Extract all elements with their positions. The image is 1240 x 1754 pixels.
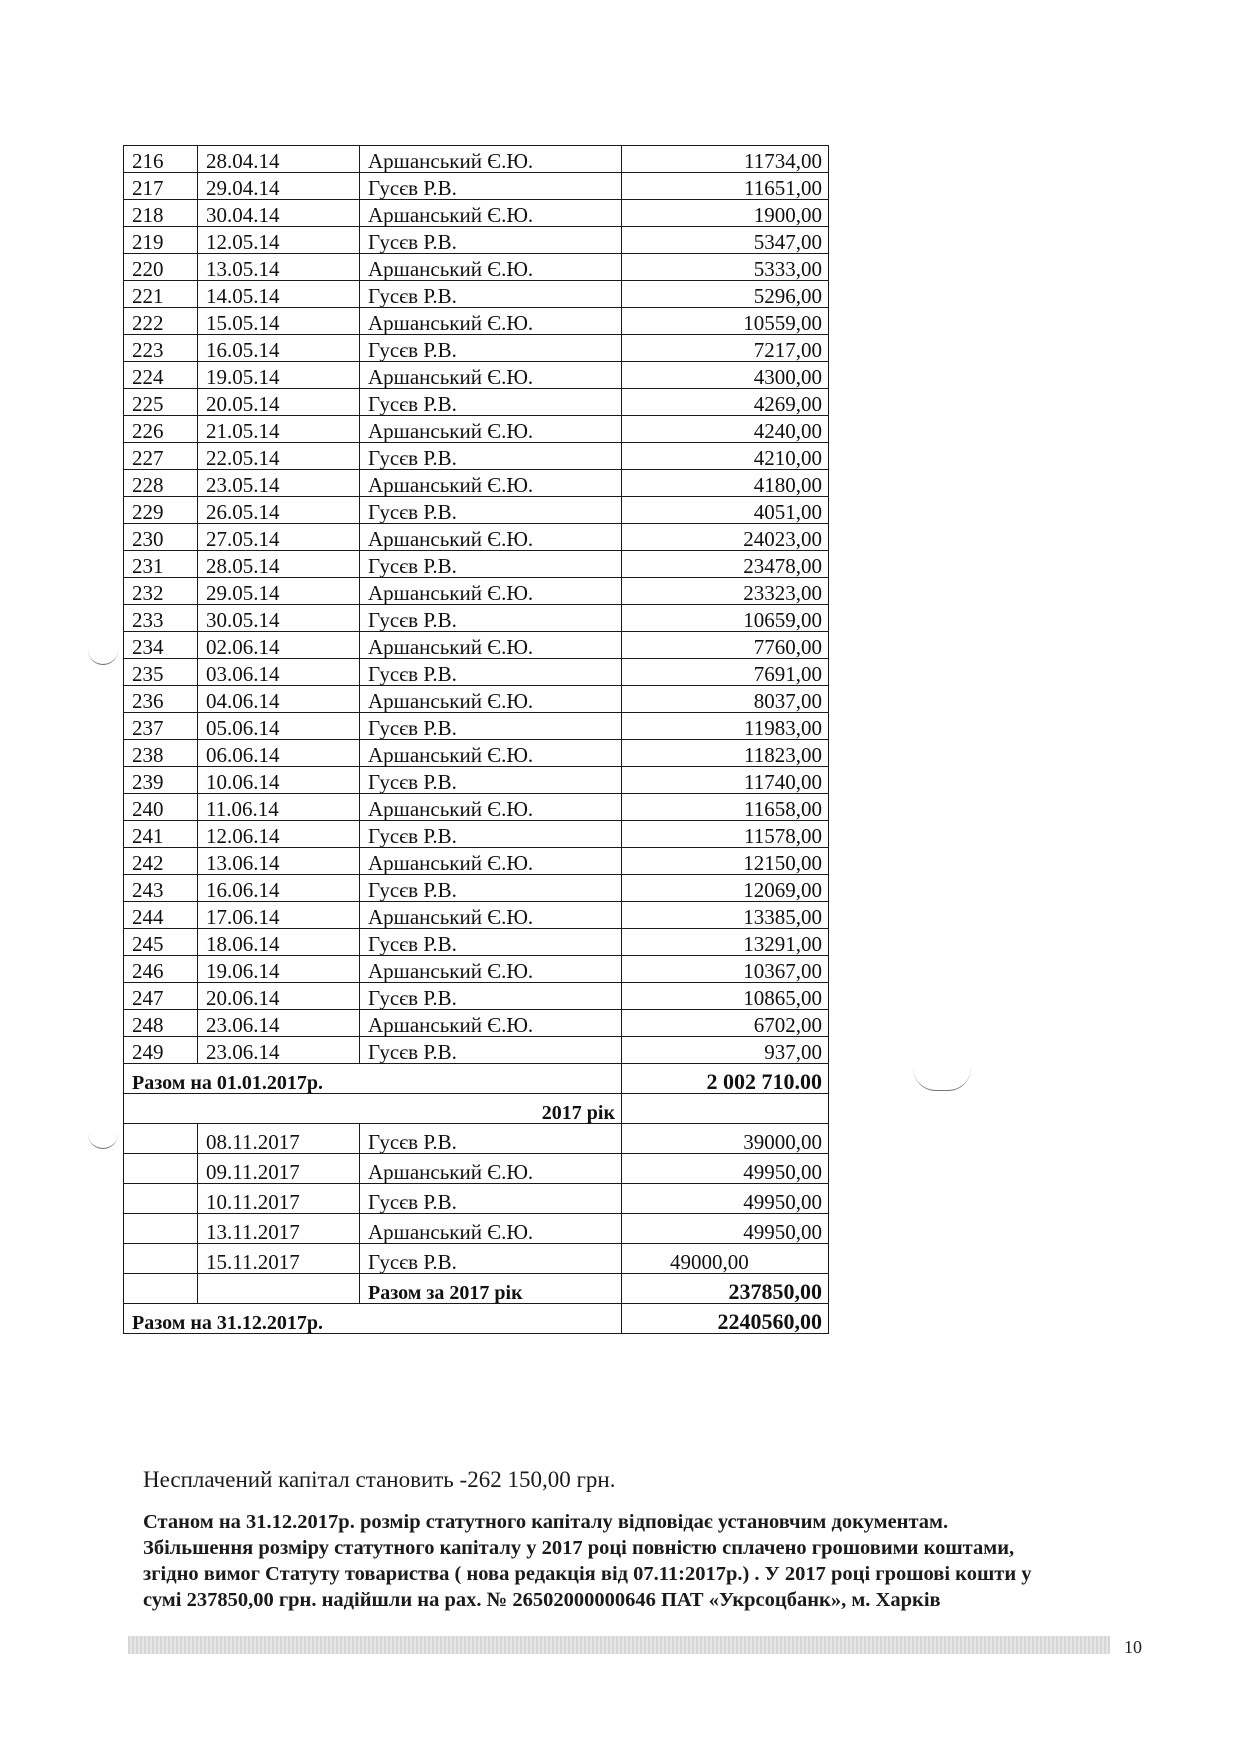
scan-artifact-mark [88,1134,118,1149]
row-date: 04.06.14 [198,686,360,713]
row-date: 20.05.14 [198,389,360,416]
empty-cell [124,1124,198,1154]
table-row [124,848,829,875]
row-name: Гусєв Р.В. [360,389,622,416]
table-row [124,578,829,605]
row-amount: 5347,00 [622,227,829,254]
empty-cell [124,1184,198,1214]
unpaid-capital-text: Несплачений капітал становить -262 150,00 грн. [143,1467,616,1492]
table-row [124,740,829,767]
row-name: Гусєв Р.В. [360,659,622,686]
row-amount: 7760,00 [622,632,829,659]
table-row [124,821,829,848]
row-amount: 5333,00 [622,254,829,281]
table-row [124,254,829,281]
row-amount: 23478,00 [622,551,829,578]
table-row [124,227,829,254]
table-row [124,1214,829,1244]
row-name: Аршанський Є.Ю. [360,146,622,173]
row-date: 30.04.14 [198,200,360,227]
row-amount: 6702,00 [622,1010,829,1037]
row-name: Гусєв Р.В. [360,929,622,956]
row-date: 22.05.14 [198,443,360,470]
grand-total-row [124,1304,829,1334]
row-name: Аршанський Є.Ю. [360,1154,622,1184]
table-row [124,1010,829,1037]
table-row [124,929,829,956]
row-number: 232 [124,578,198,605]
row-number: 228 [124,470,198,497]
totals-section [124,1274,829,1334]
capital-statement [143,1509,1153,1613]
total-2016-label: Разом на 01.01.2017р. [124,1064,622,1094]
table-row [124,632,829,659]
row-date: 29.05.14 [198,578,360,605]
row-number: 235 [124,659,198,686]
scan-artifact-mark [913,1068,971,1091]
table-row [124,551,829,578]
row-date: 13.11.2017 [198,1214,360,1244]
row-number: 240 [124,794,198,821]
row-number: 219 [124,227,198,254]
total-2016-amount: 2 002 710.00 [622,1064,829,1094]
contributions-table-body [124,146,829,1064]
row-amount: 49950,00 [622,1184,829,1214]
table-row [124,362,829,389]
row-date: 27.05.14 [198,524,360,551]
row-number: 242 [124,848,198,875]
empty-cell [124,1274,198,1304]
row-amount: 12069,00 [622,875,829,902]
row-date: 13.06.14 [198,848,360,875]
row-amount: 5296,00 [622,281,829,308]
row-amount: 8037,00 [622,686,829,713]
table-row [124,1244,829,1274]
row-date: 19.05.14 [198,362,360,389]
year-2017-empty-cell [622,1094,829,1124]
row-number: 237 [124,713,198,740]
row-amount: 1900,00 [622,200,829,227]
row-name: Аршанський Є.Ю. [360,902,622,929]
row-amount: 7691,00 [622,659,829,686]
row-name: Гусєв Р.В. [360,713,622,740]
row-name: Аршанський Є.Ю. [360,578,622,605]
row-name: Аршанський Є.Ю. [360,362,622,389]
row-date: 05.06.14 [198,713,360,740]
table-row [124,200,829,227]
table-row [124,902,829,929]
row-name: Аршанський Є.Ю. [360,1010,622,1037]
row-number: 230 [124,524,198,551]
page-number: 10 [1124,1637,1142,1657]
row-amount: 10367,00 [622,956,829,983]
row-date: 23.06.14 [198,1037,360,1064]
row-number: 234 [124,632,198,659]
row-date: 18.06.14 [198,929,360,956]
row-number: 249 [124,1037,198,1064]
table-row [124,875,829,902]
empty-cell [198,1274,360,1304]
row-name: Гусєв Р.В. [360,767,622,794]
row-name: Гусєв Р.В. [360,1244,622,1274]
table-row [124,794,829,821]
row-date: 20.06.14 [198,983,360,1010]
row-number: 247 [124,983,198,1010]
row-name: Гусєв Р.В. [360,1124,622,1154]
row-number: 239 [124,767,198,794]
row-number: 216 [124,146,198,173]
row-date: 15.05.14 [198,308,360,335]
row-name: Гусєв Р.В. [360,443,622,470]
row-number: 241 [124,821,198,848]
row-name: Гусєв Р.В. [360,497,622,524]
table-row [124,443,829,470]
row-amount: 13385,00 [622,902,829,929]
row-amount: 39000,00 [622,1124,829,1154]
row-amount: 11823,00 [622,740,829,767]
statement-line: Станом на 31.12.2017р. розмір статутного капіталу відповідає установчим документам. [143,1511,949,1533]
rows-2017-section [124,1124,829,1274]
row-name: Гусєв Р.В. [360,1184,622,1214]
table-row [124,605,829,632]
row-date: 21.05.14 [198,416,360,443]
row-name: Аршанський Є.Ю. [360,470,622,497]
row-date: 26.05.14 [198,497,360,524]
table-row [124,1124,829,1154]
row-name: Аршанський Є.Ю. [360,848,622,875]
row-number: 231 [124,551,198,578]
statement-line: Збільшення розміру статутного капіталу у 2017 році повністю сплачено грошовими коштами, [143,1537,1015,1559]
row-number: 225 [124,389,198,416]
row-number: 223 [124,335,198,362]
row-name: Гусєв Р.В. [360,983,622,1010]
table-row [124,983,829,1010]
table-row [124,659,829,686]
row-name: Аршанський Є.Ю. [360,794,622,821]
row-amount: 10865,00 [622,983,829,1010]
row-name: Аршанський Є.Ю. [360,524,622,551]
row-amount: 11658,00 [622,794,829,821]
row-name: Аршанський Є.Ю. [360,416,622,443]
row-amount: 23323,00 [622,578,829,605]
empty-cell [124,1214,198,1244]
row-name: Аршанський Є.Ю. [360,1214,622,1244]
row-amount: 13291,00 [622,929,829,956]
table-row [124,1184,829,1214]
row-date: 03.06.14 [198,659,360,686]
table-row [124,146,829,173]
row-date: 15.11.2017 [198,1244,360,1274]
row-number: 226 [124,416,198,443]
row-date: 23.06.14 [198,1010,360,1037]
row-number: 236 [124,686,198,713]
row-amount: 4051,00 [622,497,829,524]
row-number: 243 [124,875,198,902]
row-amount: 4300,00 [622,362,829,389]
row-date: 16.06.14 [198,875,360,902]
row-amount: 11983,00 [622,713,829,740]
empty-cell [124,1244,198,1274]
scan-artifact-mark [88,650,118,665]
row-name: Гусєв Р.В. [360,281,622,308]
table-row [124,281,829,308]
table-row [124,524,829,551]
row-amount: 7217,00 [622,335,829,362]
row-number: 245 [124,929,198,956]
table-row [124,416,829,443]
row-number: 233 [124,605,198,632]
row-amount: 11651,00 [622,173,829,200]
grand-total-amount: 2240560,00 [622,1304,829,1334]
row-name: Гусєв Р.В. [360,875,622,902]
row-date: 30.05.14 [198,605,360,632]
row-number: 224 [124,362,198,389]
row-name: Гусєв Р.В. [360,1037,622,1064]
row-date: 12.06.14 [198,821,360,848]
row-date: 13.05.14 [198,254,360,281]
row-number: 217 [124,173,198,200]
year-2017-label: 2017 рік [124,1094,622,1124]
empty-cell [124,1154,198,1184]
row-date: 06.06.14 [198,740,360,767]
row-date: 28.04.14 [198,146,360,173]
table-row [124,956,829,983]
table-row [124,173,829,200]
row-date: 02.06.14 [198,632,360,659]
total-2016-row [124,1064,829,1094]
year-total-row [124,1274,829,1304]
table-row [124,1154,829,1184]
row-date: 09.11.2017 [198,1154,360,1184]
year-total-label: Разом за 2017 рік [360,1274,622,1304]
summary-section [124,1064,829,1124]
row-name: Аршанський Є.Ю. [360,254,622,281]
row-date: 14.05.14 [198,281,360,308]
table-row [124,308,829,335]
row-amount: 24023,00 [622,524,829,551]
table-row [124,335,829,362]
row-name: Гусєв Р.В. [360,335,622,362]
row-amount: 10659,00 [622,605,829,632]
row-number: 227 [124,443,198,470]
table-row [124,497,829,524]
row-number: 218 [124,200,198,227]
row-name: Гусєв Р.В. [360,551,622,578]
grand-total-label: Разом на 31.12.2017р. [124,1304,622,1334]
row-date: 11.06.14 [198,794,360,821]
row-date: 12.05.14 [198,227,360,254]
contributions-table [123,145,829,1334]
row-date: 16.05.14 [198,335,360,362]
row-amount: 49000,00 [622,1244,829,1274]
row-date: 17.06.14 [198,902,360,929]
row-name: Гусєв Р.В. [360,605,622,632]
table-row [124,389,829,416]
row-amount: 11734,00 [622,146,829,173]
row-name: Гусєв Р.В. [360,821,622,848]
row-amount: 49950,00 [622,1214,829,1244]
row-number: 244 [124,902,198,929]
table-row [124,686,829,713]
row-amount: 4240,00 [622,416,829,443]
row-amount: 937,00 [622,1037,829,1064]
row-number: 246 [124,956,198,983]
row-amount: 4210,00 [622,443,829,470]
row-name: Гусєв Р.В. [360,227,622,254]
row-number: 220 [124,254,198,281]
row-number: 222 [124,308,198,335]
row-amount: 4269,00 [622,389,829,416]
row-name: Аршанський Є.Ю. [360,956,622,983]
row-name: Аршанський Є.Ю. [360,308,622,335]
year-total-amount: 237850,00 [622,1274,829,1304]
row-amount: 49950,00 [622,1154,829,1184]
table-row [124,470,829,497]
row-name: Аршанський Є.Ю. [360,200,622,227]
row-number: 221 [124,281,198,308]
row-amount: 4180,00 [622,470,829,497]
table-row [124,1037,829,1064]
row-amount: 11740,00 [622,767,829,794]
row-name: Аршанський Є.Ю. [360,632,622,659]
table-row [124,767,829,794]
row-name: Гусєв Р.В. [360,173,622,200]
statement-line: сумі 237850,00 грн. надійшли на рах. № 26502000000646 ПАТ «Укрсоцбанк», м. Харків [143,1589,941,1611]
row-date: 19.06.14 [198,956,360,983]
row-number: 248 [124,1010,198,1037]
row-name: Аршанський Є.Ю. [360,686,622,713]
row-date: 10.11.2017 [198,1184,360,1214]
row-number: 229 [124,497,198,524]
row-date: 10.06.14 [198,767,360,794]
row-amount: 12150,00 [622,848,829,875]
row-date: 08.11.2017 [198,1124,360,1154]
row-name: Аршанський Є.Ю. [360,740,622,767]
row-amount: 11578,00 [622,821,829,848]
row-amount: 10559,00 [622,308,829,335]
row-number: 238 [124,740,198,767]
scan-footer-bar [128,1636,1110,1654]
statement-line: згідно вимог Статуту товариства ( нова редакція від 07.11:2017р.) . У 2017 році грошові кошти у [143,1563,1032,1585]
row-date: 28.05.14 [198,551,360,578]
table-row [124,713,829,740]
row-date: 29.04.14 [198,173,360,200]
year-2017-header-row [124,1094,829,1124]
row-date: 23.05.14 [198,470,360,497]
